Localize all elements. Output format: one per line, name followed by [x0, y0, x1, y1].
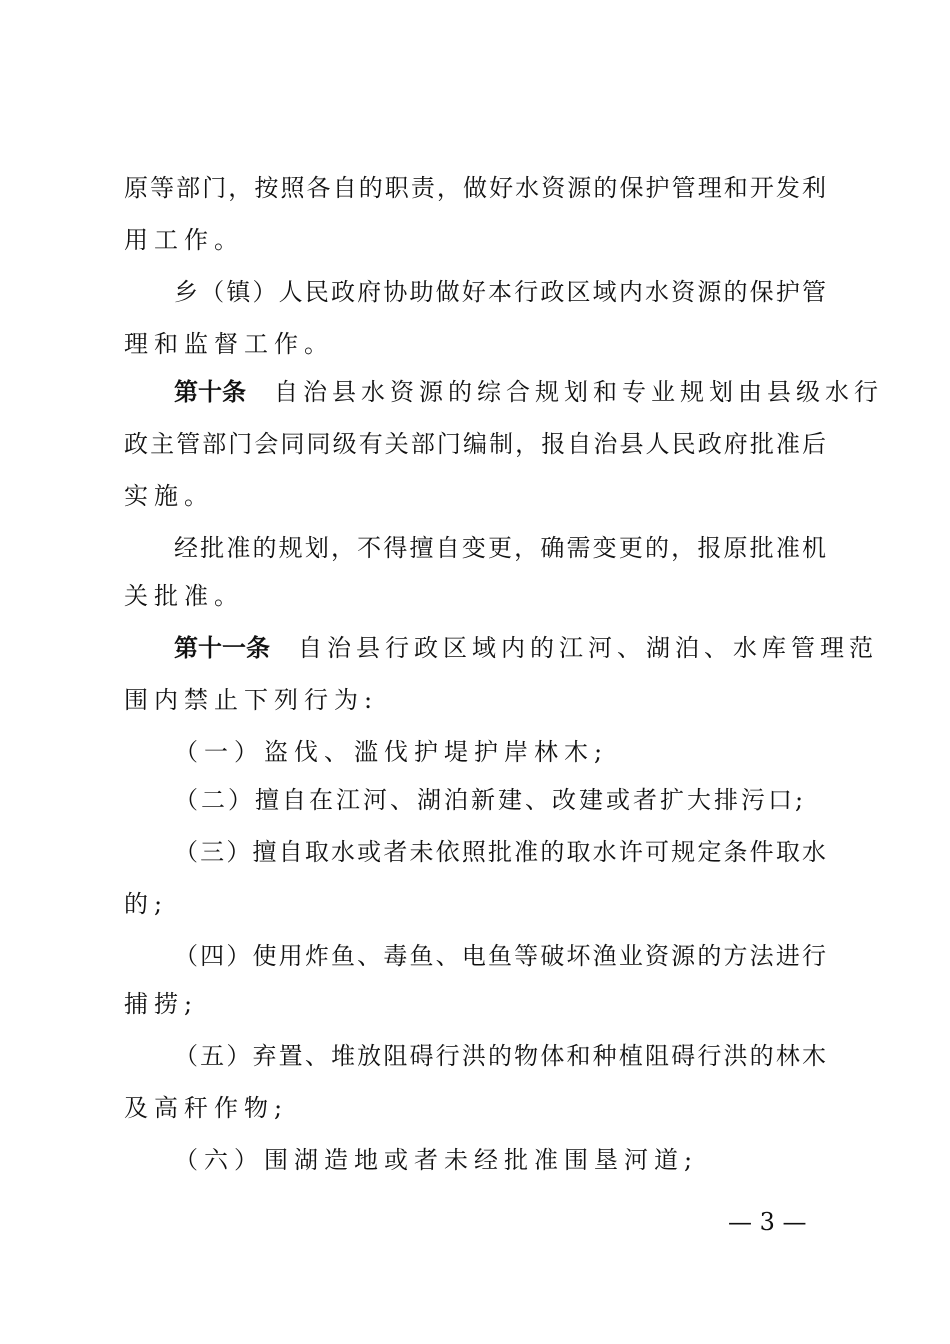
list-item: （三）擅自取水或者未依照批准的取水许可规定条件取水 [174, 838, 826, 866]
text-line: 用工作。 [124, 226, 244, 254]
text-line: 及高秆作物; [124, 1094, 289, 1122]
text-line: 关批准。 [124, 582, 244, 610]
text-line: 乡（镇）人民政府协助做好本行政区域内水资源的保护管 [174, 278, 826, 306]
text-line: 理和监督工作。 [124, 330, 334, 358]
text-line: 经批准的规划，不得擅自变更，确需变更的，报原批准机 [174, 534, 826, 562]
article-11-text: 自治县行政区域内的江河、湖泊、水库管理范 [298, 634, 878, 662]
list-item: （六）围湖造地或者未经批准围垦河道; [174, 1146, 699, 1174]
article-10-heading: 第十条 [174, 378, 246, 406]
list-item: （五）弃置、堆放阻碍行洪的物体和种植阻碍行洪的林木 [174, 1042, 826, 1070]
article-10-text: 自治县水资源的综合规划和专业规划由县级水行 [274, 378, 883, 406]
page-number: — 3 — [728, 1208, 807, 1236]
list-item: （四）使用炸鱼、毒鱼、电鱼等破坏渔业资源的方法进行 [174, 942, 826, 970]
text-line: 的; [124, 890, 169, 918]
list-item: （二）擅自在江河、湖泊新建、改建或者扩大排污口; [174, 786, 807, 814]
text-line: 围内禁止下列行为: [124, 686, 379, 714]
text-line: 原等部门，按照各自的职责，做好水资源的保护管理和开发利 [124, 174, 826, 202]
text-line: 政主管部门会同同级有关部门编制，报自治县人民政府批准后 [124, 430, 826, 458]
text-line: 捕捞; [124, 990, 199, 1018]
article-11-heading: 第十一条 [174, 634, 270, 662]
article-11-line [174, 628, 878, 668]
list-item: （一）盗伐、滥伐护堤护岸林木; [174, 738, 609, 766]
text-line: 实施。 [124, 482, 214, 510]
article-10-line [174, 372, 883, 412]
